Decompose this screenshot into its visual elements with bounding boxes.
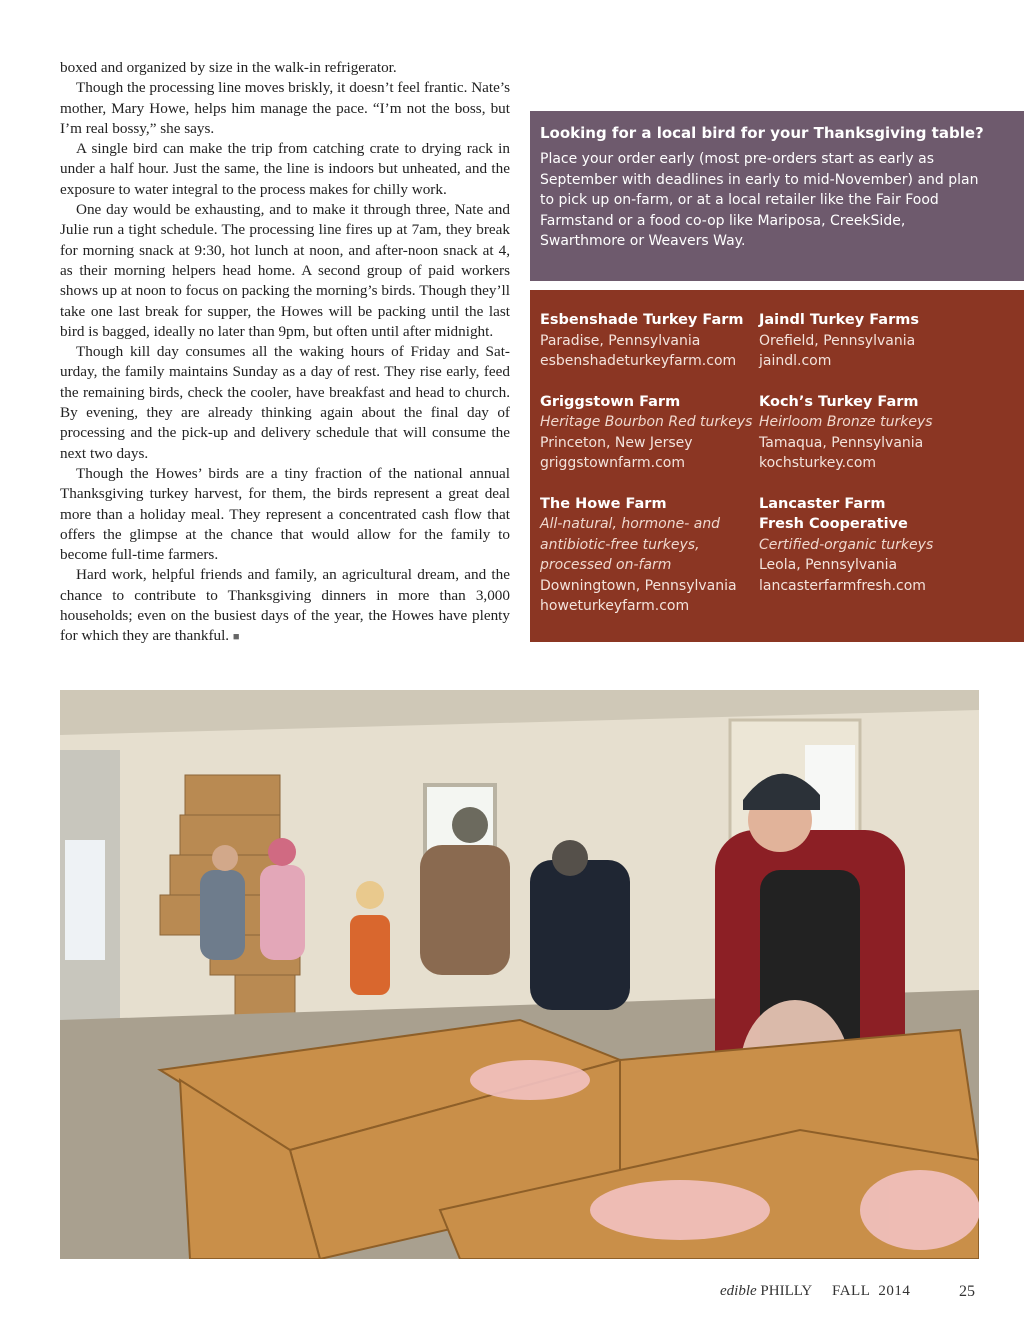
farm-name: Lancaster Farm Fresh Cooperative <box>759 495 908 532</box>
farm-location: Princeton, New Jersey <box>540 434 693 451</box>
sidebar-question: Looking for a local bird for your Thanksgiving table? <box>540 124 984 142</box>
farm-name: Esbenshade Turkey Farm <box>540 312 744 328</box>
magazine-name <box>720 1283 812 1300</box>
farm-entry <box>540 494 759 617</box>
farm-location: Leola, Pennsylvania <box>759 557 898 573</box>
article-paragraph-text: Hard work, helpful friends and family, an agricultural dream, and the chance to contribute to Thanksgiving dinners in more than 3,000 households; even on the busiest days of the year, the Howes have plenty for which they are thankful. <box>60 566 510 645</box>
farm-location: Tamaqua, Pennsylvania <box>759 434 924 451</box>
farm-entry <box>540 310 759 372</box>
farm-location: Orefield, Pennsylvania <box>759 332 916 349</box>
farm-description: processed on-farm <box>540 557 672 573</box>
page-number: 25 <box>959 1283 975 1300</box>
sidebar-body: Place your order early (most pre-orders start as early as September with deadlines in early to mid-November) and plan to pick up on-farm, or at a local retailer like the Fair Food Farmstand or a food co-op like Mariposa, CreekSide, Swarthmore or Weavers Way. <box>540 151 979 249</box>
farm-description: All-natural, hormone- and <box>540 516 721 532</box>
farm-grid <box>540 310 1024 617</box>
photo-illustration <box>60 690 979 1259</box>
sidebar-order-tip <box>530 111 1024 281</box>
farm-description: antibiotic-free turkeys, <box>540 536 700 553</box>
farm-description: Heirloom Bronze turkeys <box>759 414 933 430</box>
article-paragraph: A single bird can make the trip from catching crate to drying rack in under a half hour. Just the same, the line is indoors but unheated, and the exposure to water integral to the process makes for chilly work. <box>60 140 510 198</box>
magazine-name-italic: edible <box>720 1283 757 1299</box>
farm-website: griggstownfarm.com <box>540 455 685 471</box>
farm-name: The Howe Farm <box>540 495 667 512</box>
farm-location: Downingtown, Pennsylvania <box>540 577 737 594</box>
article-body <box>60 58 510 648</box>
page-footer <box>0 1283 1024 1307</box>
issue-season: FALL 2014 <box>832 1283 911 1299</box>
article-paragraph: Though kill day consumes all the waking hours of Friday and Sat-urday, the family maintains Sunday as a day of rest. They rise early, feed the remaining birds, check the cooler, have breakfast and head to church. By evening, they are already thinking again about the final day of processing and the pick-up and delivery schedule that will consume the next two days. <box>60 343 510 462</box>
farm-name: Jaindl Turkey Farms <box>759 312 919 328</box>
farm-website: lancasterfarmfresh.com <box>759 577 926 594</box>
farm-website: howeturkeyfarm.com <box>540 598 690 614</box>
article-paragraph <box>60 565 510 647</box>
article-paragraph: One day would be exhausting, and to make it through three, Nate and Julie run a tight schedule. The processing line fires up at 7am, they break for morning snack at 9:30, hot lunch at noon, and after-noon snack at 4, as their morning helpers head home. A second group of paid workers shows up at noon to focus on packing the morning’s birds. Though they’ll take one last break for supper, the Howes will be packing until the last bird is bagged, ideally no later than 9pm, but often until after midnight. <box>60 201 510 340</box>
farm-website: esbenshadeturkeyfarm.com <box>540 353 737 369</box>
farm-website: kochsturkey.com <box>759 455 877 471</box>
article-paragraph: Though the processing line moves briskly, it doesn’t feel frantic. Nate’s mother, Mary Howe, helps him manage the pace. “I’m not the boss, but I’m real bossy,” she says. <box>60 79 511 137</box>
farm-entry <box>540 392 759 474</box>
farm-description: Heritage Bourbon Red turkeys <box>540 414 753 430</box>
magazine-name-rest: PHILLY <box>760 1283 813 1299</box>
turkey-packing-photo <box>60 690 979 1259</box>
farm-description: Certified-organic turkeys <box>759 536 934 553</box>
farm-name: Koch’s Turkey Farm <box>759 393 919 410</box>
farm-entry <box>759 392 989 474</box>
farm-website: jaindl.com <box>759 353 832 369</box>
article-paragraph: boxed and organized by size in the walk-in refrigerator. <box>60 59 397 76</box>
article-paragraph: Though the Howes’ birds are a tiny fraction of the national annual Thanksgiving turkey harvest, for them, the birds represent a great deal more than a holiday meal. They represent a concentrated cash flow that offers the glimpse at the chance that would allow for the family to become full-time farmers. <box>60 464 510 564</box>
farm-name: Griggstown Farm <box>540 393 681 410</box>
farm-entry <box>759 310 989 372</box>
farm-entry <box>759 494 989 617</box>
farm-directory <box>530 290 1024 642</box>
end-mark-icon: ■ <box>232 631 240 644</box>
farm-location: Paradise, Pennsylvania <box>540 332 701 349</box>
